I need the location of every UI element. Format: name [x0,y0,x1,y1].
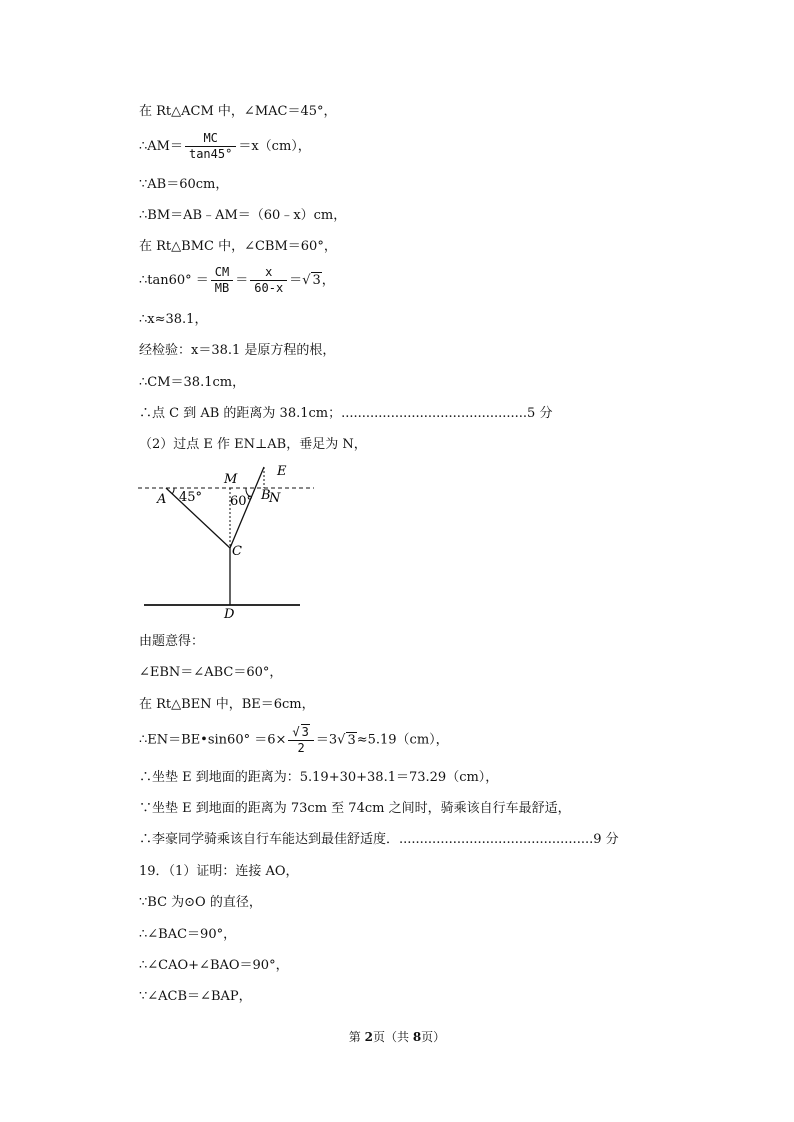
angle-label-60: 60° [230,494,254,509]
text-line-9: ∴CM＝38.1cm， [139,375,246,390]
label-b: B [261,488,271,503]
fraction-numerator [288,724,313,741]
fraction-denominator: tan45° [188,147,233,161]
text-line-21: ∴∠BAC＝90°， [139,927,237,942]
radicand: 3 [301,725,309,739]
line15-prefix: ∴EN＝BE•sin60° ＝6× [139,732,287,748]
fraction-numerator: x [250,265,287,281]
footer-pre: 第 [348,1030,365,1044]
text-line-14: 在 Rt△BEN 中，BE＝6cm， [139,697,315,712]
fraction-cm-mb [211,265,233,296]
line6-prefix: ∴tan60° ＝ [139,273,209,288]
sqrt-sign: √ [302,273,311,288]
line6-suffix: ， [321,273,335,288]
text-line-15 [139,724,449,756]
text-line-23: ∵∠ACB＝∠BAP， [139,989,252,1004]
line6-eq: ＝ [289,273,303,288]
fraction-sqrt3-2 [288,724,313,756]
sqrt-sign: √ [337,732,346,748]
fraction-numerator: MC [185,131,236,147]
text-line-6 [139,265,335,296]
line15-mid: ＝3 [315,732,338,748]
fraction-mc-tan45 [185,131,236,162]
text-line-18: ∴李豪同学骑乘该自行车能达到最佳舒适度．...............................................9 分 [139,832,619,847]
page-footer [0,1028,794,1045]
label-e: E [277,464,287,479]
fraction-denominator: 60-x [254,281,284,295]
text-line-4: ∴BM＝AB﹣AM＝（60﹣x）cm， [139,208,347,223]
fraction-denominator: 2 [297,741,305,755]
line15-suffix: ≈5.19（cm）， [356,732,449,748]
text-line-20: ∵BC 为⊙O 的直径， [139,895,262,910]
fraction-numerator: CM [211,265,233,281]
fraction-x-60x [250,265,287,296]
label-d: D [224,607,235,620]
line2-prefix: ∴AM＝ [139,139,183,154]
footer-mid: 页（共 [372,1030,413,1044]
text-line-1: 在 Rt△ACM 中，∠MAC＝45°， [139,104,337,119]
text-line-22: ∴∠CAO+∠BAO＝90°， [139,958,289,973]
text-line-16: ∴坐垫 E 到地面的距离为：5.19+30+38.1＝73.29（cm）， [139,770,499,785]
angle-arc-a [172,488,174,494]
fraction-denominator: MB [214,281,230,295]
label-c: C [232,544,242,559]
footer-post: 页） [421,1030,446,1044]
text-line-12: 由题意得： [139,634,205,649]
footer-page-number: 2 [364,1030,373,1044]
sqrt-sign: √ [292,725,300,739]
radicand: 3 [312,273,321,288]
text-line-13: ∠EBN＝∠ABC＝60°， [139,665,283,680]
text-line-7: ∴x≈38.1， [139,312,208,327]
angle-label-45: 45° [179,490,203,505]
line2-suffix: ＝x（cm）， [238,139,311,154]
line6-mid: ＝ [235,273,249,288]
label-n: N [269,491,281,506]
footer-total-pages: 8 [412,1030,422,1044]
label-m: M [224,472,238,487]
text-line-8: 经检验：x＝38.1 是原方程的根， [139,343,336,358]
text-line-2 [139,131,311,162]
text-line-11: （2）过点 E 作 EN⊥AB，垂足为 N， [139,437,367,452]
text-line-3: ∵AB＝60cm， [139,177,229,192]
label-a: A [157,492,167,507]
text-line-10: ∴点 C 到 AB 的距离为 38.1cm；.............................................5 分 [139,406,553,421]
text-line-5: 在 Rt△BMC 中，∠CBM＝60°， [139,239,337,254]
radicand: 3 [347,732,356,748]
text-line-17: ∵坐垫 E 到地面的距离为 73cm 至 74cm 之间时，骑乘该自行车最舒适， [139,801,571,816]
text-line-19: 19．（1）证明：连接 AO， [139,864,299,879]
geometry-diagram [138,460,318,620]
